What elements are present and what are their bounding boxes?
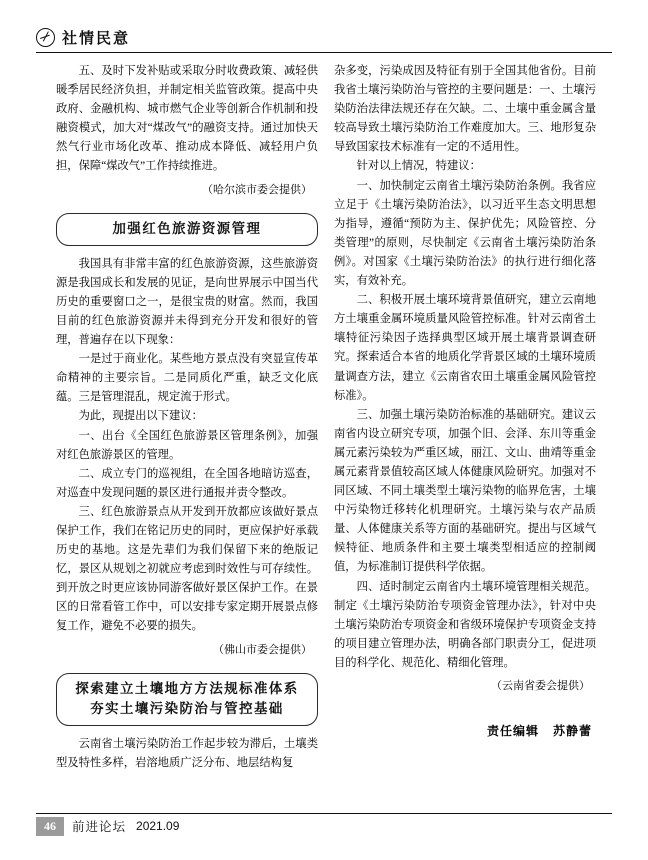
banner-line: 探索建立土壤地方方法规标准体系	[75, 680, 299, 696]
left-column	[56, 62, 318, 773]
article-credit: （佛山市委会提供）	[213, 643, 312, 656]
section-banner-soil-standards	[56, 673, 318, 726]
paragraph: 五、及时下发补贴或采取分时收费政策、减轻供暖季居民经济负担，并制定相关监管政策。提高中央政府、金融机构、城市燃气企业等创新合作机制和投融资模式，加大对“煤改气”的融资支持。通过加快天然气行业市场化改革、推动成本降低、减轻用户负担，保障“煤改气”工作持续推进。	[56, 65, 318, 173]
paragraph: 三、红色旅游景点从开发到开放都应该做好景点保护工作，我们在铭记历史的同时，更应保护好承载历史的基地。这是先辈们为我们保留下来的绝版记忆，景区从规划之初就应考虑到时效性与可存续性。到开放之时更应该协同游客做好景区保护工作。在景区的日常看管工作中，可以安排专家定期开展景点修复工作，避免不必要的损失。	[56, 505, 318, 633]
paragraph: 一、出台《全国红色旅游景区管理条例》，加强对红色旅游景区的管理。	[56, 429, 318, 461]
right-column	[334, 62, 596, 753]
editor-label: 责任编辑	[486, 724, 539, 739]
editor-name: 苏静蕾	[552, 724, 592, 739]
page-header	[36, 22, 612, 53]
page-footer	[36, 813, 612, 838]
paragraph: 三、加强土壤污染防治标准的基础研究。建议云南省内设立研究专项，加强个旧、会泽、东川等重金属元素污染较为严重区域，丽江、文山、曲靖等重金属元素背景值较高区域人体健康风险研究。加强对不同区域、不同土壤类型土壤污染物的临界危害，土壤中污染物迁移转化机理研究。土壤污染与农产品质量、人体健康关系等方面的基础研究。提出与区域气候特征、地质条件和主要土壤类型相适应的控制阈值，为标准制订提供科学依据。	[334, 408, 596, 574]
paragraph: 一是过于商业化。某些地方景点没有突显宣传革命精神的主要宗旨。二是同质化严重，缺乏文化底蕴。三是管理混乱，规定流于形式。	[56, 353, 318, 404]
paragraph: 二、积极开展土壤环境背景值研究，建立云南地方土壤重金属环境质量风险管控标准。针对云南省土壤特征污染因子选择典型区域开展土壤背景调查研究。探索适合本省的地质化学背景区域的土壤环境质量调查方法，建立《云南省农田土壤重金属风险管控标准》。	[334, 294, 596, 402]
paragraph: 云南省土壤污染防治工作起步较为滞后，土壤类型及特性多样，岩溶地质广泛分布、地层结构复	[56, 737, 318, 769]
paragraph: 四、适时制定云南省内土壤环境管理相关规范。制定《土壤污染防治专项资金管理办法》，针对中央土壤污染防治专项资金和省级环境保护专项资金支持的项目建立管理办法，明确各部门职责分工，促进项目的科学化、规范化、精细化管理。	[334, 580, 596, 669]
publication-name: 前进论坛	[72, 820, 127, 834]
banner-line: 加强红色旅游资源管理	[112, 220, 262, 236]
paragraph: 我国具有非常丰富的红色旅游资源，这些旅游资源是我国成长和发展的见证，是向世界展示中国当代历史的重要窗口之一，是很宝贵的财富。然而，我国目前的红色旅游资源并未得到充分开发和很好的管理，普遍存在以下现象：	[56, 257, 318, 347]
paragraph: 针对以上情况，特建议：	[356, 160, 481, 173]
paragraph: 二、成立专门的巡视组，在全国各地暗访巡查，对巡查中发现问题的景区进行通报并责令整改。	[56, 467, 318, 499]
circular-emblem-icon	[36, 28, 55, 47]
issue-date: 2021.09	[136, 819, 180, 833]
banner-line: 夯实土壤污染防治与管控基础	[90, 700, 284, 716]
page-number: 46	[36, 817, 64, 836]
paragraph: 杂多变，污染成因及特征有别于全国其他省份。目前我省土壤污染防治与管控的主要问题是：一、土壤污染防治法律法规还存在欠缺。二、土壤中重金属含量较高导致土壤污染防治工作难度加大。三、地形复杂导致国家技术标准有一定的不适用性。	[334, 65, 596, 154]
editor-line	[334, 722, 596, 741]
paragraph: 为此，现提出以下建议：	[78, 410, 203, 423]
section-banner-red-tourism	[56, 213, 318, 246]
article-credit: （云南省委会提供）	[491, 680, 590, 692]
page-title: 社情民意	[62, 30, 131, 47]
paragraph: 一、加快制定云南省土壤污染防治条例。我省应立足于《土壤污染防治法》，以习近平生态文明思想为指导，遵循“预防为主、保护优先；风险管控、分类管理”的原则，尽快制定《云南省土壤污染防治条例》。对国家《土壤污染防治法》的执行进行细化落实，有效补充。	[334, 179, 596, 288]
article-credit: （哈尔滨市委会提供）	[202, 183, 312, 196]
